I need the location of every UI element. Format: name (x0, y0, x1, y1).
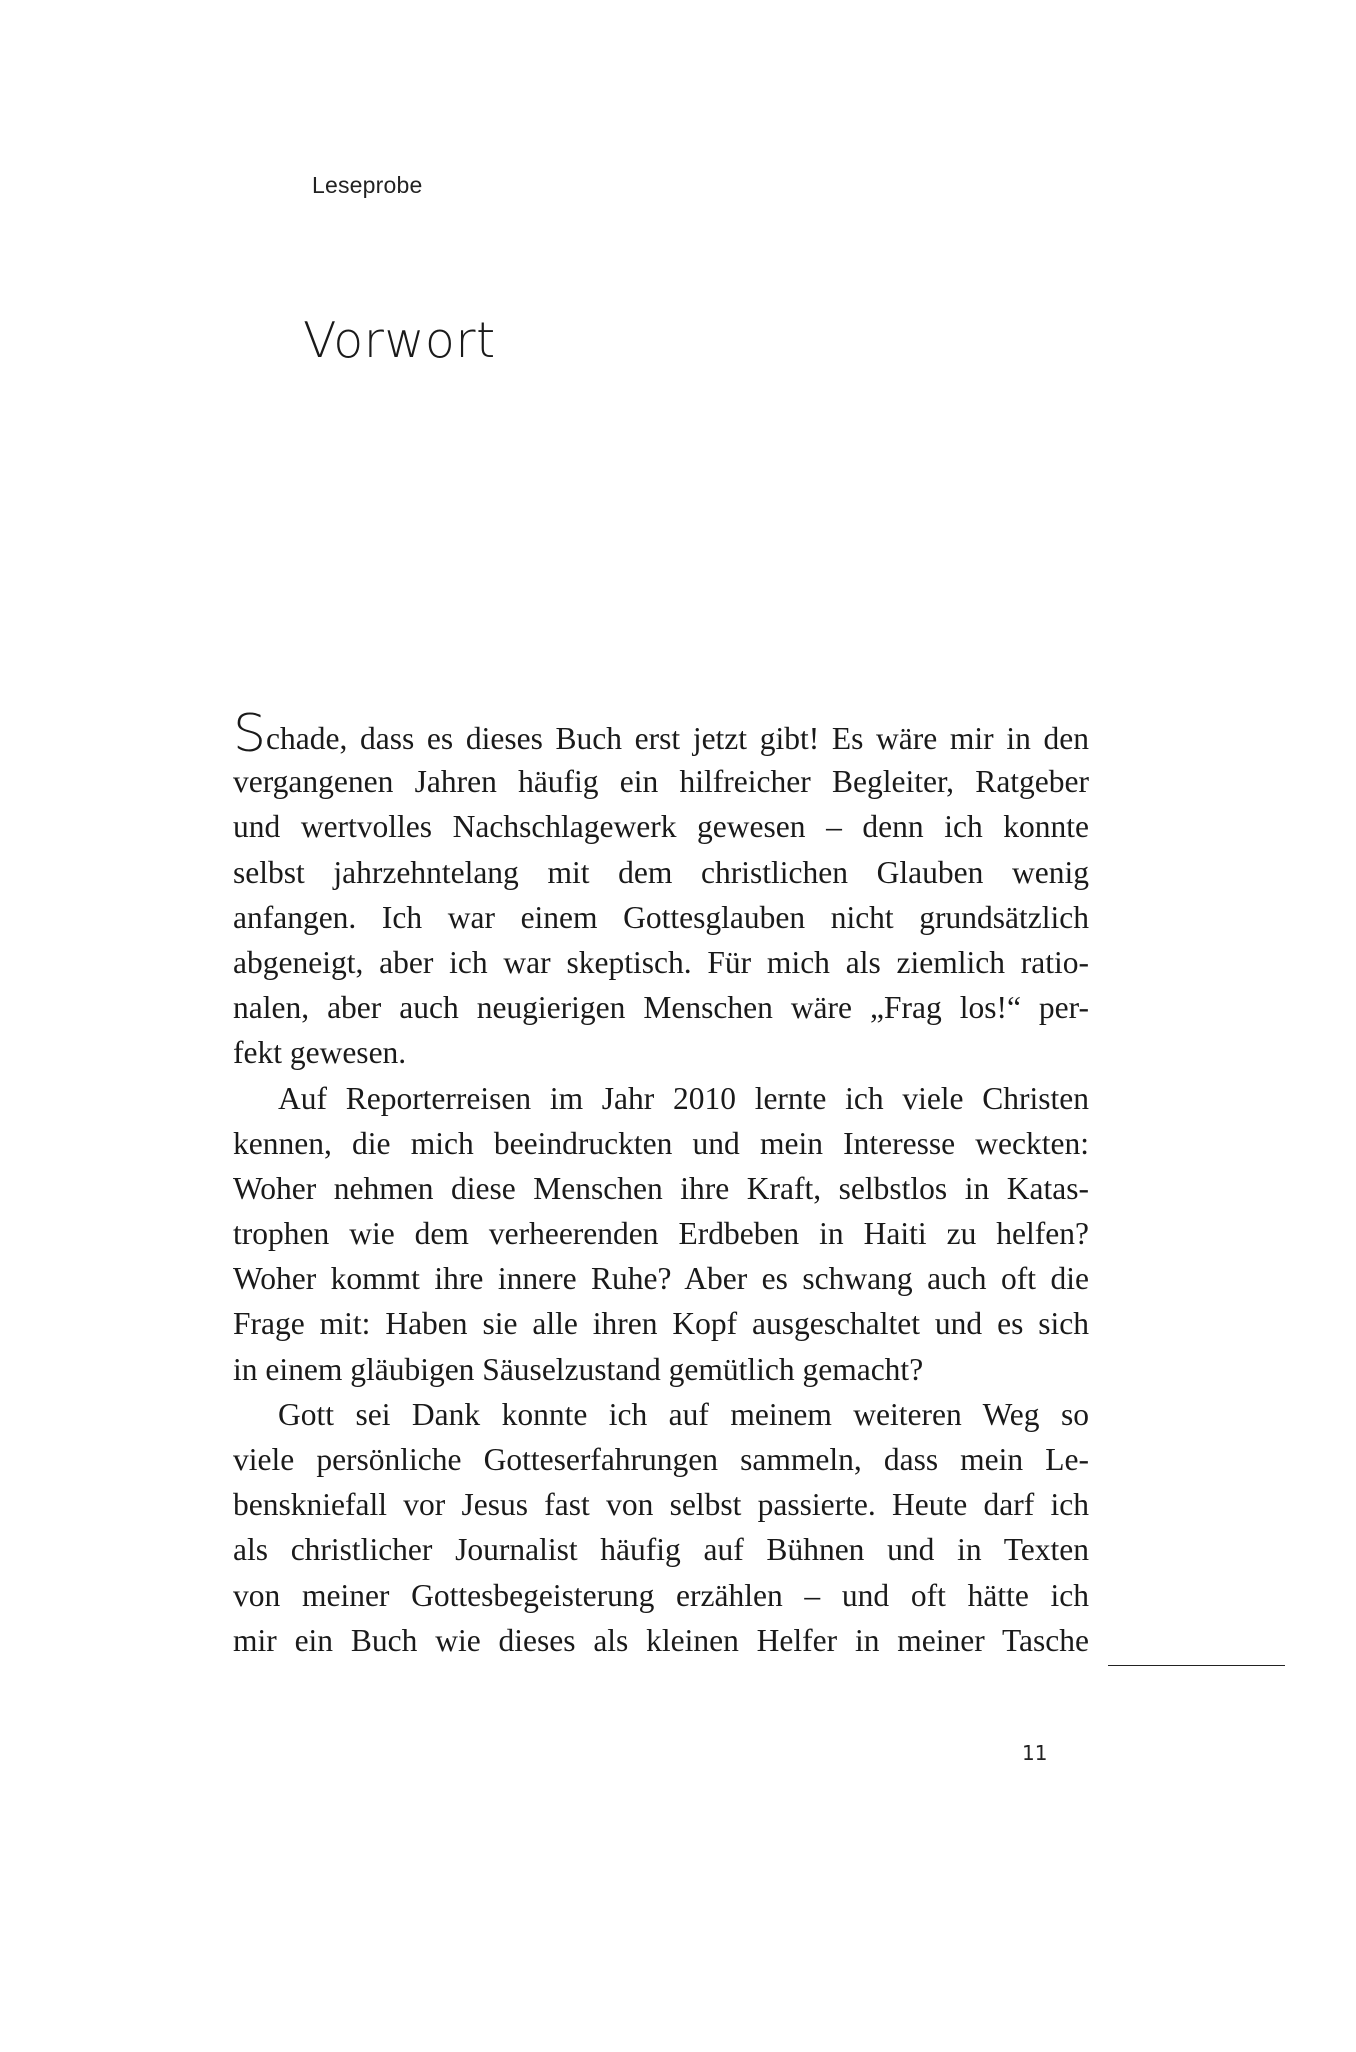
text-line-content: chade, dass es dieses Buch erst jetzt gibt! Es wäre mir in den (266, 721, 1089, 756)
running-head: Leseprobe (312, 172, 423, 198)
text-line: in einem gläubigen Säuselzustand gemütlich gemacht? (233, 1351, 924, 1387)
drop-cap: S (233, 704, 267, 764)
text-line: Frage mit: Haben sie alle ihren Kopf ausgeschaltet und es sich (233, 1306, 1089, 1342)
text-line: Gott sei Dank konnte ich auf meinem weiteren Weg so (278, 1396, 1089, 1432)
text-line: selbst jahrzehntelang mit dem christlichen Glauben wenig (233, 854, 1089, 890)
page-number: 11 (1022, 1741, 1048, 1765)
text-line: abgeneigt, aber ich war skeptisch. Für mich als ziemlich ratio- (233, 944, 1089, 980)
text-line: Woher nehmen diese Menschen ihre Kraft, selbstlos in Katas- (233, 1170, 1089, 1206)
text-line: Woher kommt ihre innere Ruhe? Aber es schwang auch oft die (233, 1261, 1089, 1297)
text-line: anfangen. Ich war einem Gottesglauben nicht grundsätzlich (233, 899, 1089, 935)
text-line: als christlicher Journalist häufig auf Bühnen und in Texten (233, 1532, 1089, 1568)
paragraph-1 (233, 704, 1089, 1076)
text-line: mir ein Buch wie dieses als kleinen Helfer in meiner Tasche (233, 1622, 1089, 1658)
text-line: benskniefall vor Jesus fast von selbst passierte. Heute darf ich (233, 1487, 1089, 1523)
text-line (233, 704, 1089, 764)
paragraph-2 (233, 1076, 1089, 1392)
text-line: und wertvolles Nachschlagewerk gewesen – denn ich konnte (233, 809, 1089, 845)
chapter-title: Vorwort (303, 312, 496, 369)
text-line: fekt gewesen. (233, 1035, 407, 1071)
text-line: viele persönliche Gotteserfahrungen sammeln, dass mein Le- (233, 1442, 1089, 1477)
text-line: Auf Reporterreisen im Jahr 2010 lernte ich viele Christen (278, 1080, 1089, 1116)
text-line: vergangenen Jahren häufig ein hilfreicher Begleiter, Ratgeber (233, 764, 1089, 800)
continuation-rule (1108, 1665, 1285, 1666)
text-line: nalen, aber auch neugierigen Menschen wäre „Frag los!“ per- (233, 990, 1089, 1026)
text-line: kennen, die mich beeindruckten und mein Interesse weckten: (233, 1125, 1089, 1161)
text-line: trophen wie dem verheerenden Erdbeben in Haiti zu helfen? (233, 1216, 1089, 1252)
paragraph-3 (233, 1392, 1089, 1663)
body-text (233, 704, 1089, 1663)
text-line: von meiner Gottesbegeisterung erzählen – und oft hätte ich (233, 1577, 1089, 1613)
